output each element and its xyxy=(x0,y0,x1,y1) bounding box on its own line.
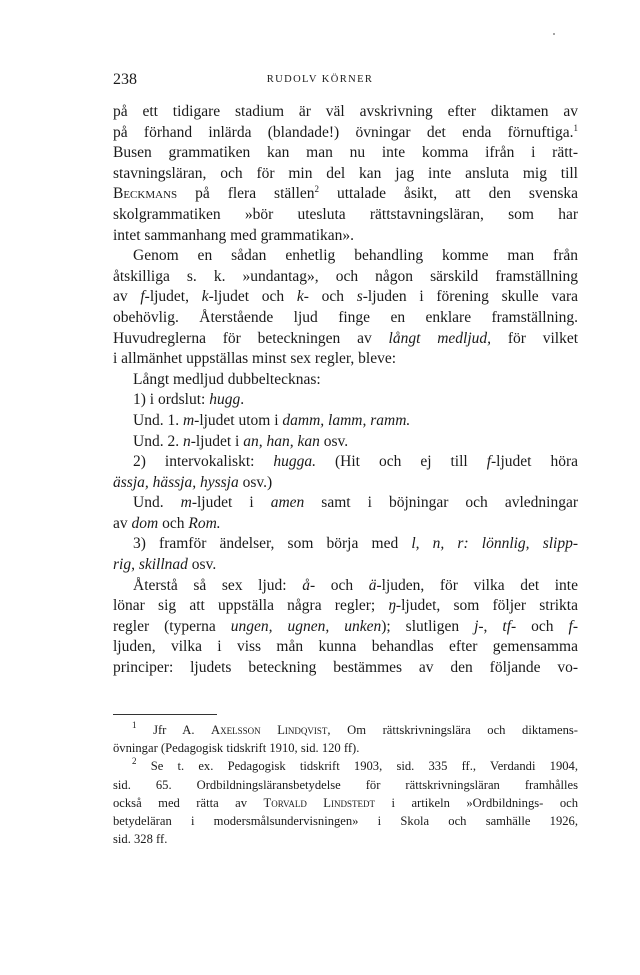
rule-exception: Und. m-ljudet i amen samt i böjningar och avledningar xyxy=(133,494,578,512)
text-line: stavningsläran, och för min del kan jag inte ansluta mig till xyxy=(113,164,578,182)
text-line: Genom en sådan enhetlig behandling komme man från xyxy=(133,247,578,265)
text-line: Långt medljud dubbeltecknas: xyxy=(133,370,321,388)
text-line: av dom och Rom. xyxy=(113,514,221,532)
rule-item: 1) i ordslut: hugg. xyxy=(133,391,245,409)
text-line: Beckmans på flera ställen$^2$ uttalade åsikt, att den svenska xyxy=(113,184,579,203)
text-line: obehövlig. Återstående ljud finge en enklare framställning. xyxy=(113,308,578,326)
text-line: Huvudreglerna för beteckningen av långt medljud, för vilket xyxy=(113,329,578,347)
footnote-line: sid. 328 ff. xyxy=(113,832,168,847)
rule-exception: Und. 1. m-ljudet utom i damm, lamm, ramm. xyxy=(133,411,411,429)
scan-speck xyxy=(553,33,555,35)
text-line: regler (typerna ungen, ugnen, unken); slutligen j-, tf- och f- xyxy=(113,617,579,635)
rule-item: 3) framför ändelser, som börja med l, n, r: lönnlig, slipp- xyxy=(133,535,578,553)
text-line: Busen grammatiken kan man nu inte komma ifrån i rätt- xyxy=(113,144,578,162)
page-number: 238 xyxy=(113,71,137,88)
author-name: Axelsson Lindqvist xyxy=(211,723,328,737)
text-line: ässja, hässja, hyssja osv.) xyxy=(113,473,273,491)
footnote: $^2$ Se t. ex. Pedagogisk tidskrift 1903, sid. 335 ff., Verdandi 1904, xyxy=(132,756,578,774)
author-name: Torvald Lindstedt xyxy=(263,795,375,810)
footnote-line: övningar (Pedagogisk tidskrift 1910, sid. 120 ff). xyxy=(113,741,360,756)
text-line: intet sammanhang med grammatikan». xyxy=(113,226,355,244)
footnotes xyxy=(113,721,578,848)
footnote-divider xyxy=(113,714,217,715)
text-line: åtskilliga s. k. »undantag», och någon särskild framställning xyxy=(113,267,578,285)
footnote: $^1$ Jfr A. Axelsson Lindqvist, Om rättskrivningslära och diktamens- xyxy=(132,720,578,737)
running-title: RUDOLV KÖRNER xyxy=(266,74,374,85)
text-line: rig, skillnad osv. xyxy=(113,556,217,574)
footnote-mark: 2 xyxy=(132,756,137,767)
footnote-line: sid. 65. Ordbildningsläransbetydelse för rättskrivningsläran framhålles xyxy=(113,777,578,792)
author-name: Beckmans xyxy=(113,185,178,203)
body-text xyxy=(113,102,578,679)
text-line: på förhand inlärda (blandade!) övningar det enda förnuftiga.$^1$ xyxy=(113,122,578,141)
footnote-ref: 2 xyxy=(314,184,320,195)
text-line: av f-ljudet, k-ljudet och k- och s-ljuden i förening skulle vara xyxy=(113,288,579,306)
text-line: i allmänhet uppställas minst sex regler, bleve: xyxy=(113,350,397,368)
footnote-line: betydeläran i modersmålsundervisningen» i Skola och samhälle 1926, xyxy=(113,813,578,828)
text-line: på ett tidigare stadium är väl avskrivning efter diktamen av xyxy=(113,103,578,120)
rule-exception: Und. 2. n-ljudet i an, han, kan osv. xyxy=(133,432,349,450)
rule-item: 2) intervokaliskt: hugga. (Hit och ej till f-ljudet höra xyxy=(133,453,578,471)
footnote-ref: 1 xyxy=(573,122,578,133)
text-line: skolgrammatiken »bör utesluta rättstavningsläran, som har xyxy=(113,205,578,223)
footnote-mark: 1 xyxy=(132,720,137,730)
text-line: principer: ljudets beteckning bestämmes av den följande vo- xyxy=(113,659,578,677)
text-line: ljuden, vilka i viss mån kunna behandlas efter gemensamma xyxy=(113,638,578,656)
footnote-line: också med rätta av Torvald Lindstedt i artikeln »Ordbildnings- och xyxy=(113,795,578,810)
text-line: Återstå så sex ljud: å- och ä-ljuden, för vilka det inte xyxy=(133,576,578,594)
text-line: lönar sig att uppställa några regler; ŋ-ljudet, som följer strikta xyxy=(113,597,578,615)
